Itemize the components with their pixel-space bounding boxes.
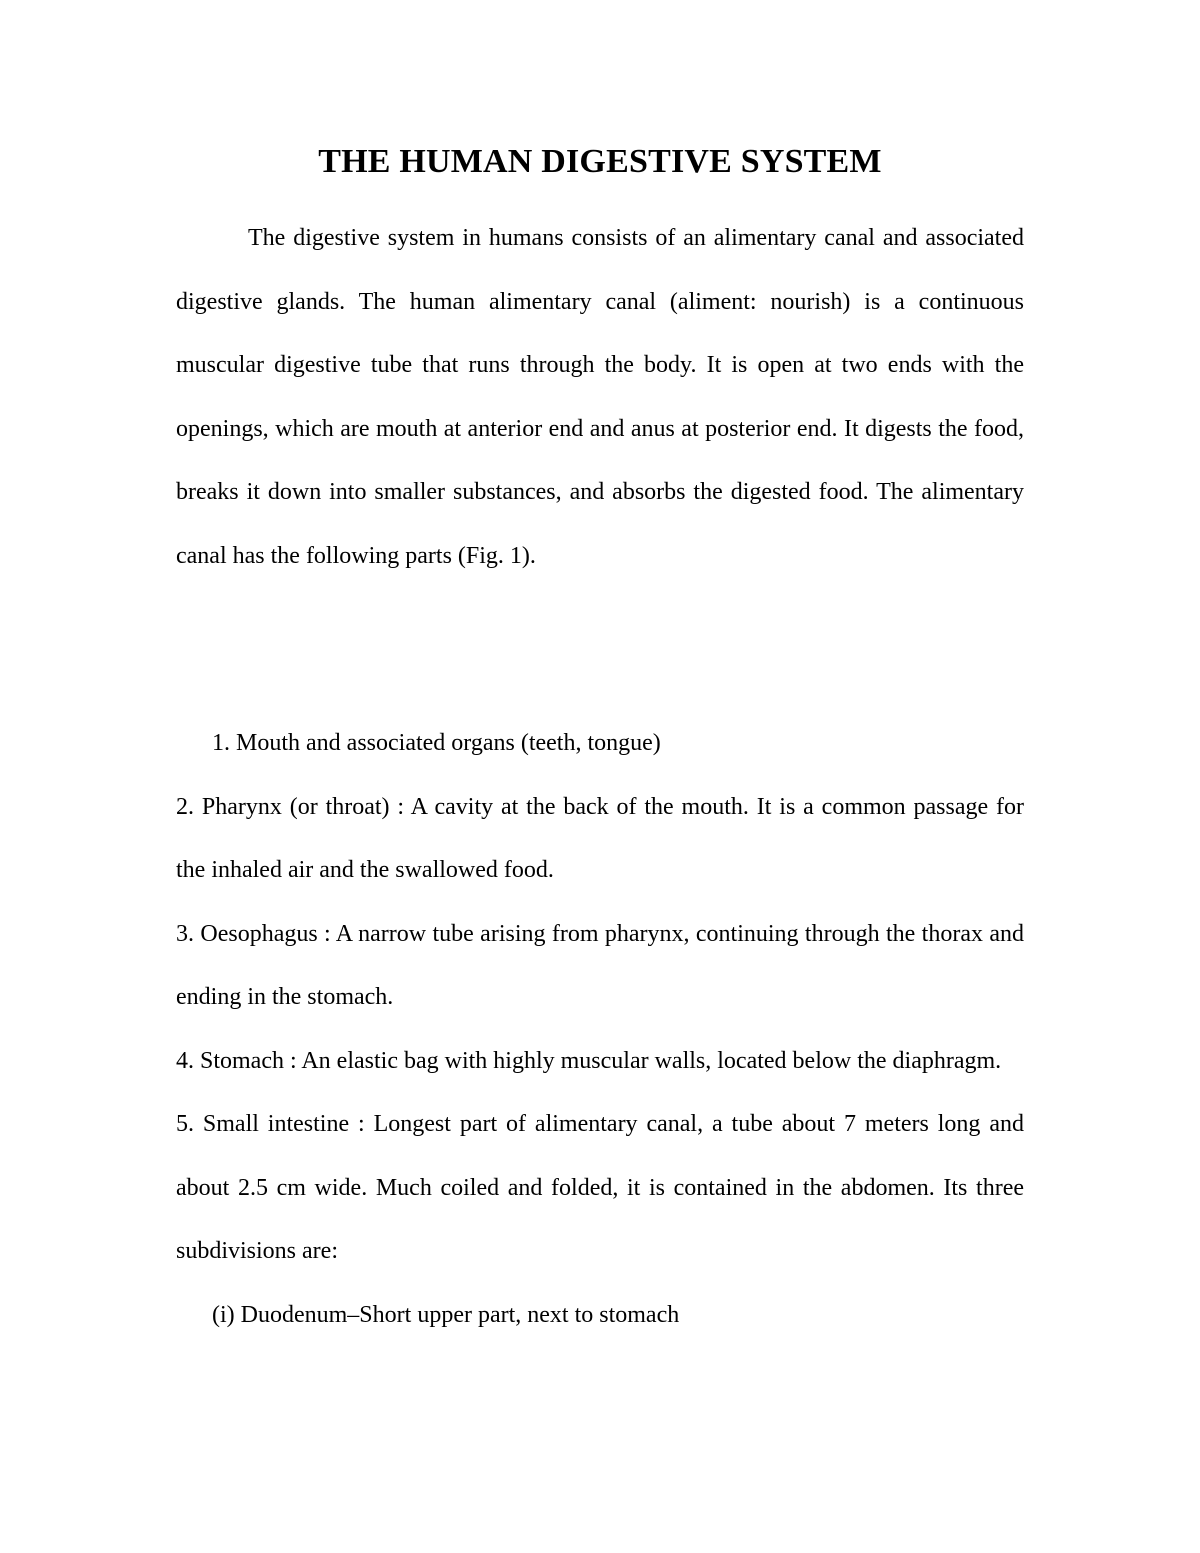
sub-item-duodenum: (i) Duodenum–Short upper part, next to stomach bbox=[212, 1301, 680, 1328]
list-item-oesophagus: 3. Oesophagus : A narrow tube arising from pharynx, continuing through the thorax and ending in the stomach. bbox=[176, 920, 1024, 1010]
document-title: THE HUMAN DIGESTIVE SYSTEM bbox=[318, 143, 882, 180]
intro-paragraph: The digestive system in humans consists of an alimentary canal and associated digestive glands. The human alimentary canal (aliment: nourish) is a continuous muscular digestive tube that runs through the body. It is open at two ends with the openings, which are mouth at anterior end and anus at posterior end. It digests the food, breaks it down into smaller substances, and absorbs the digested food. The alimentary canal has the following parts (Fig. 1). bbox=[176, 225, 1024, 569]
list-item-small-intestine: 5. Small intestine : Longest part of alimentary canal, a tube about 7 meters long and about 2.5 cm wide. Much coiled and folded, it is contained in the abdomen. Its three subdivisions are: bbox=[176, 1111, 1024, 1264]
list-item-mouth: 1. Mouth and associated organs (teeth, tongue) bbox=[212, 730, 661, 756]
parts-list bbox=[176, 712, 1024, 1347]
list-item-pharynx: 2. Pharynx (or throat) : A cavity at the back of the mouth. It is a common passage for the inhaled air and the swallowed food. bbox=[176, 793, 1024, 883]
list-item-stomach: 4. Stomach : An elastic bag with highly muscular walls, located below the diaphragm. bbox=[176, 1047, 1002, 1074]
